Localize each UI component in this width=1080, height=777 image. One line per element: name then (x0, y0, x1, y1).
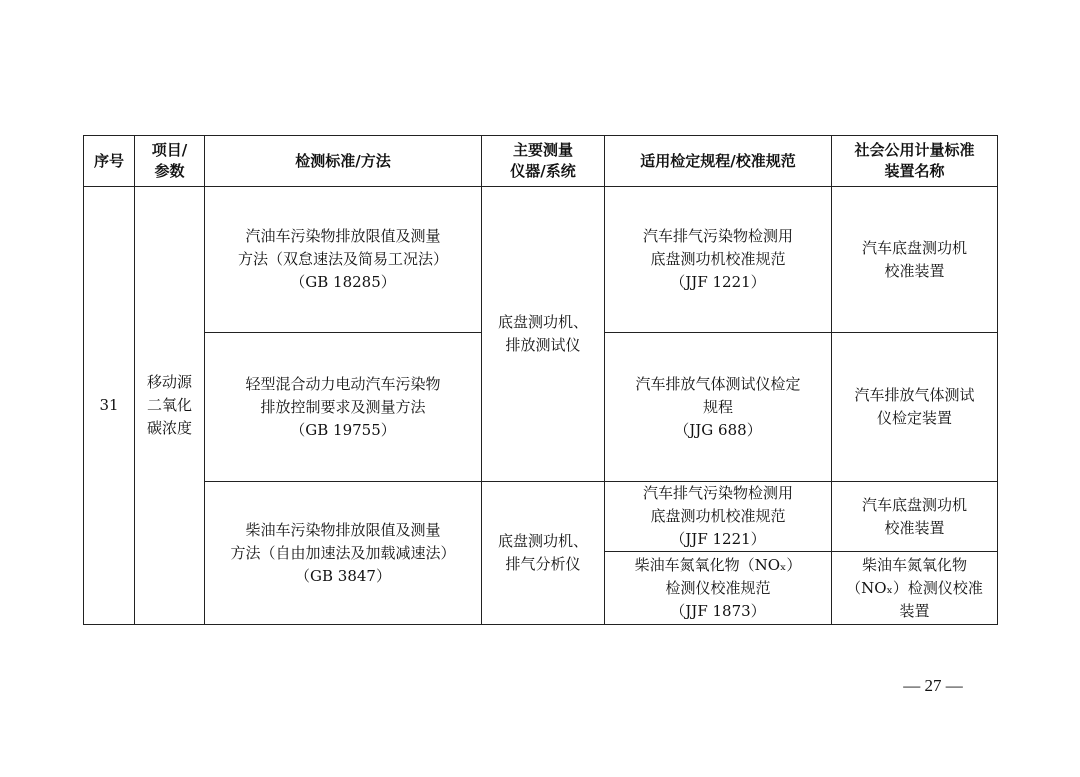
header-regulation: 适用检定规程/校准规范 (605, 136, 832, 187)
instrument-cell: 底盘测功机、 排气分析仪 (482, 482, 605, 625)
regulation-cell: 汽车排气污染物检测用 底盘测功机校准规范 （JJF 1221） (605, 482, 832, 552)
device-cell: 柴油车氮氧化物 （NOₓ）检测仪校准 装置 (832, 552, 998, 625)
header-seq: 序号 (84, 136, 135, 187)
standard-cell: 柴油车污染物排放限值及测量 方法（自由加速法及加载减速法） （GB 3847） (205, 482, 482, 625)
regulation-cell: 汽车排气污染物检测用 底盘测功机校准规范 （JJF 1221） (605, 187, 832, 333)
standards-table (83, 135, 998, 625)
device-cell: 汽车底盘测功机 校准装置 (832, 187, 998, 333)
regulation-cell: 汽车排放气体测试仪检定 规程 （JJG 688） (605, 333, 832, 482)
device-cell: 汽车排放气体测试 仪检定装置 (832, 333, 998, 482)
device-cell: 汽车底盘测功机 校准装置 (832, 482, 998, 552)
standard-cell: 汽油车污染物排放限值及测量 方法（双怠速法及简易工况法） （GB 18285） (205, 187, 482, 333)
header-standard: 检测标准/方法 (205, 136, 482, 187)
header-row (84, 136, 998, 187)
table-row (84, 187, 998, 333)
header-item: 项目/ 参数 (135, 136, 205, 187)
seq-cell: 31 (84, 187, 135, 625)
item-cell: 移动源 二氧化 碳浓度 (135, 187, 205, 625)
instrument-cell: 底盘测功机、 排放测试仪 (482, 187, 605, 482)
page-number: — 27 — (903, 676, 963, 695)
standard-cell: 轻型混合动力电动汽车污染物 排放控制要求及测量方法 （GB 19755） (205, 333, 482, 482)
header-instrument: 主要测量 仪器/系统 (482, 136, 605, 187)
header-device: 社会公用计量标准 装置名称 (832, 136, 998, 187)
regulation-cell: 柴油车氮氧化物（NOₓ） 检测仪校准规范 （JJF 1873） (605, 552, 832, 625)
table-row (84, 482, 998, 552)
